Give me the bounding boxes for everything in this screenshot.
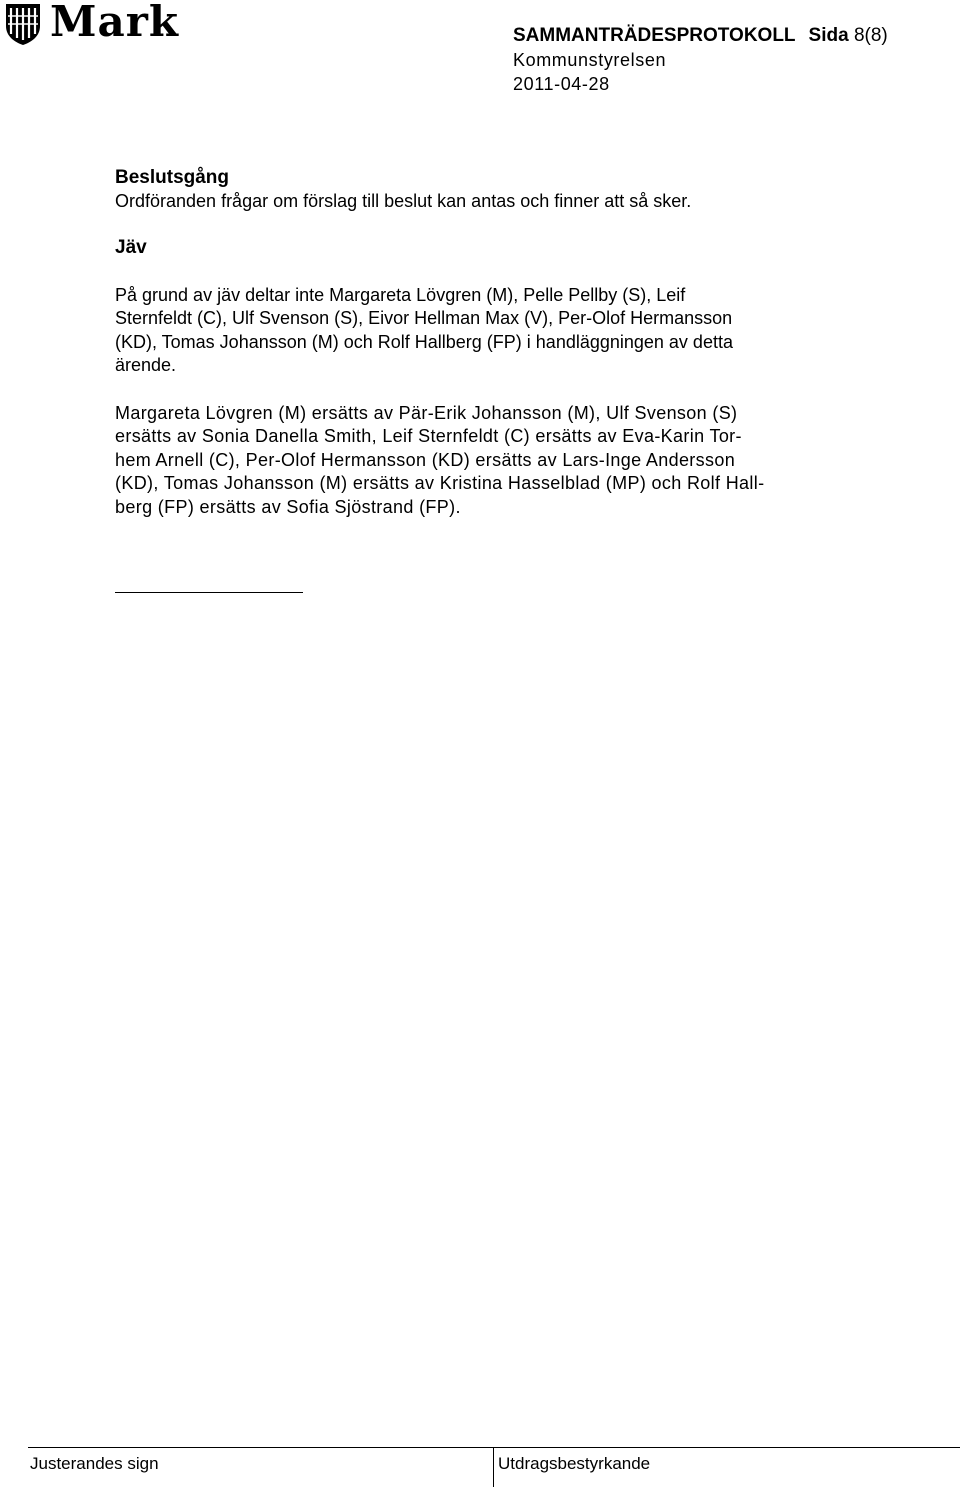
logo-wordmark: Mark [50,0,179,46]
page-label: Sida [808,25,849,46]
document-body [115,166,875,519]
footer-signature-label: Justerandes sign [30,1454,159,1473]
end-rule [115,592,303,593]
committee-name: Kommunstyrelsen [513,50,667,70]
meeting-date: 2011-04-28 [513,74,610,94]
page-number: 8(8) [853,25,888,46]
footer-rule [28,1447,960,1448]
footer-certification-label: Utdragsbestyrkande [498,1454,651,1473]
body-text-line: berg (FP) ersätts av Sofia Sjöstrand (FP). [115,496,461,517]
body-text-line: ärende. [115,355,177,375]
body-text-line: Margareta Lövgren (M) ersätts av Pär-Erik Johansson (M), Ulf Svenson (S) [115,402,738,423]
header-title-row [513,24,953,48]
body-text-line: (KD), Tomas Johansson (M) ersätts av Kristina Hasselblad (MP) och Rolf Hall- [115,473,765,493]
body-text-line: ersätts av Sonia Danella Smith, Leif Sternfeldt (C) ersätts av Eva-Karin Tor- [115,426,742,446]
paragraph-jav-1 [115,284,875,378]
body-text-line: Sternfeldt (C), Ulf Svenson (S), Eivor Hellman Max (V), Per-Olof Hermansson [115,308,733,328]
footer-divider [493,1447,494,1487]
body-text-line: Ordföranden frågar om förslag till beslut kan antas och finner att så sker. [115,191,692,211]
document-header [513,24,953,96]
section-heading-jav: Jäv [115,236,147,258]
body-text-line: (KD), Tomas Johansson (M) och Rolf Hallberg (FP) i handläggningen av detta [115,331,733,352]
document-title: SAMMANTRÄDESPROTOKOLL [513,25,796,46]
municipality-logo [4,2,184,48]
paragraph-jav-2 [115,402,875,520]
municipal-shield-icon [4,2,42,46]
body-text-line: På grund av jäv deltar inte Margareta Lövgren (M), Pelle Pellby (S), Leif [115,284,686,305]
section-heading-beslutsgang: Beslutsgång [115,167,230,188]
body-text-line: hem Arnell (C), Per-Olof Hermansson (KD) ersätts av Lars-Inge Andersson [115,449,736,470]
